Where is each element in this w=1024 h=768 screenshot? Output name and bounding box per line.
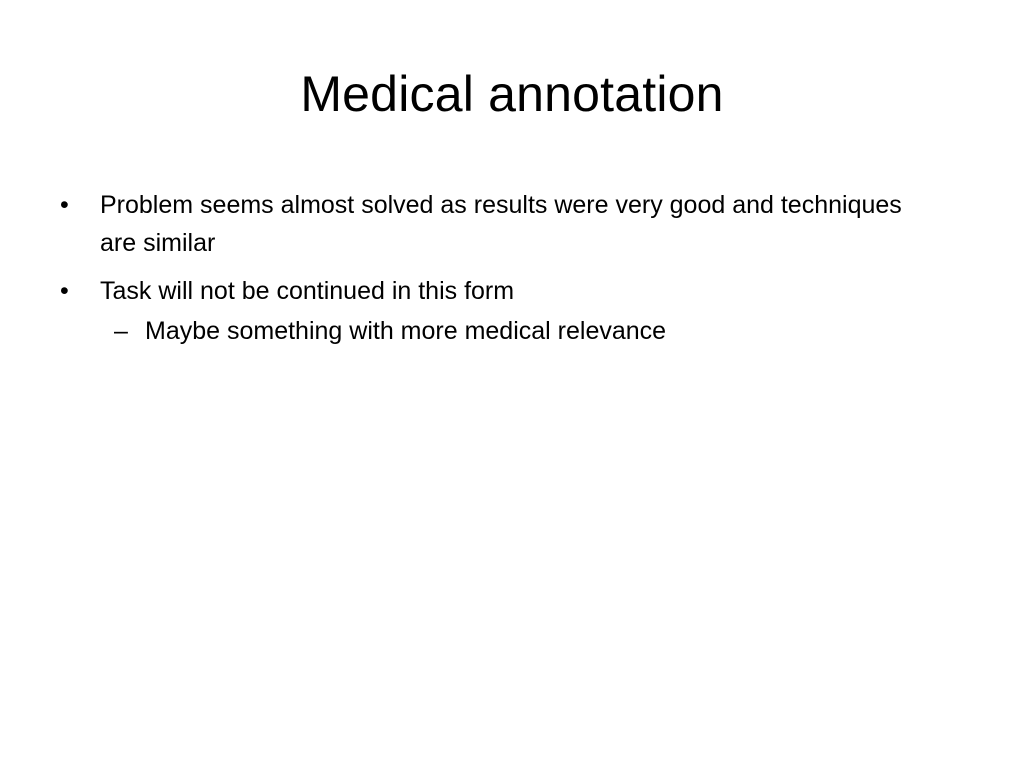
sub-bullet-marker: – <box>114 317 128 345</box>
bullet-text: Task will not be continued in this form <box>100 277 515 305</box>
sub-bullet-list <box>100 312 940 350</box>
bullet-text: Problem seems almost solved as results were very good and techniques are similar <box>100 191 902 257</box>
bullet-item-results <box>60 186 940 262</box>
bullet-marker: • <box>60 191 69 219</box>
bullet-list <box>60 186 940 360</box>
sub-bullet-text: Maybe something with more medical relevance <box>145 317 667 345</box>
bullet-item-task <box>60 272 940 350</box>
slide-title: Medical annotation <box>300 66 724 122</box>
sub-bullet-item <box>100 312 940 350</box>
bullet-marker: • <box>60 277 69 305</box>
